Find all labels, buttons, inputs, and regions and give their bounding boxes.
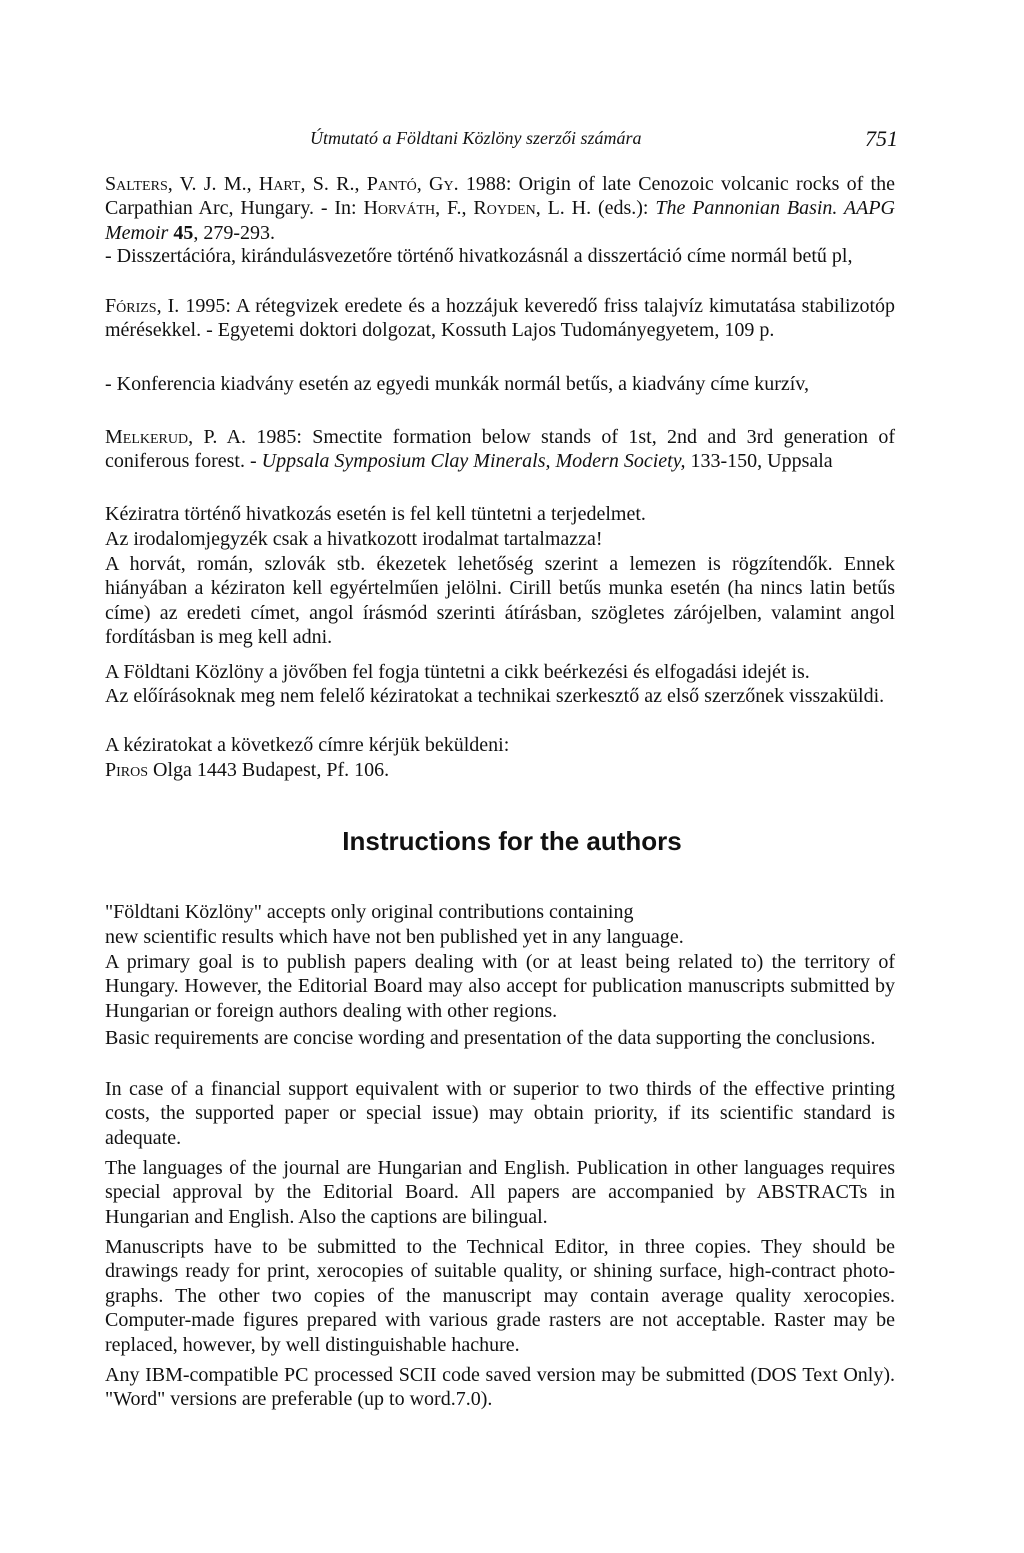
mailing-address [105, 758, 895, 782]
page-number: 751 [865, 126, 898, 151]
en-para-3: Basic requirements are concise wording and presentation of the data supporting the conclusions. [105, 1027, 876, 1049]
ref-authors: Salters, V. J. M., Hart, S. R., Pantó, Gy. [105, 173, 459, 195]
para-return: Az előírásoknak meg nem felelő kéziratokat a technikai szerkesztő az első szerzőnek visszaküldi. [105, 685, 885, 707]
ref-volume: 45 [173, 221, 194, 244]
reference-salters [105, 172, 895, 245]
ref-series: Uppsala Symposium Clay Minerals, Modern Society, [261, 450, 686, 473]
reference-forizs [105, 294, 895, 343]
en-para-7: Any IBM-compatible PC processed SCII code saved version may be submitted (DOS Text Only). "Word" versions are preferable (up to word.7.0). [105, 1364, 895, 1411]
address-rest: Olga 1443 Budapest, Pf. 106. [148, 759, 390, 781]
para-dates: A Földtani Közlöny a jövőben fel fogja tüntetni a cikk beérkezési és elfogadási idejét is. [105, 661, 810, 683]
section-title: Instructions for the authors [342, 826, 682, 856]
ref-pages: , 279-293. [193, 221, 275, 244]
en-para-1-line-2: new scientific results which have not ben published yet in any language. [105, 926, 684, 948]
para-bibliography: Az irodalomjegyzék csak a hivatkozott irodalmat tartalmazza! [105, 528, 603, 550]
ref-text: 1995: A rétegvizek eredete és a hozzájuk keveredő friss talajvíz kimutatása stabilizotóp mérésekkel. - Egyetemi doktori dolgozat, Kossuth Lajos Tudományegyetem, 109 p. [105, 295, 896, 342]
page-header [310, 128, 898, 154]
para-accents: A horvát, román, szlovák stb. ékezetek lehetőség szerint a lemezen is rögzítendők. Ennek hiányában a kéziraton kell egyértelműen jelölni. Cirill betűs munka esetén (ha nincs latin betűs címe) az eredeti címet, angol írásmód szerinti átírásban, szögletes zárójelben, valamint angol fordításban is meg kell adni. [105, 553, 895, 649]
address-name: Piros [105, 759, 149, 781]
ref-text: 1988: Origin of late Cenozoic volcanic rocks of the Carpathian Arc, Hungary. - In: [105, 173, 895, 220]
para-manuscript: Kéziratra történő hivatkozás esetén is fel kell tüntetni a terjedelmet. [105, 503, 646, 525]
ref-text: (eds.): [591, 197, 656, 220]
en-para-5: The languages of the journal are Hungarian and English. Publication in other languages requires special approval by the Editorial Board. All papers are accompanied by ABSTRACTs in Hungarian and English. Also the captions are bilingual. [105, 1157, 895, 1228]
para-send: A kéziratokat a következő címre kérjük beküldeni: [105, 734, 510, 756]
ref-text: 1985: Smectite formation below stands of 1st, 2nd and 3rd generation of coniferous forest. - [105, 426, 896, 473]
note-thesis: - Disszertációra, kirándulásvezetőre történő hivatkozásnál a disszertáció címe normál betű pl, [105, 245, 853, 267]
en-para-4: In case of a financial support equivalent with or superior to two thirds of the effective printing costs, the supported paper or special issue) may obtain priority, if its scientific standard is adequate. [105, 1078, 895, 1149]
ref-authors: Melkerud, P. A. [105, 426, 247, 448]
en-para-2: A primary goal is to publish papers dealing with (or at least being related to) the territory of Hungary. However, the Editorial Board may also accept for publication manuscripts submitted by Hungarian or foreign authors dealing with other regions. [105, 951, 895, 1022]
note-conference: - Konferencia kiadvány esetén az egyedi munkák normál betűs, a kiadvány címe kurzív, [105, 373, 809, 395]
ref-journal: The Pannonian Basin. AAPG Memoir [105, 197, 895, 244]
ref-text: 133-150, Uppsala [685, 450, 833, 473]
en-para-1-line-1: "Földtani Közlöny" accepts only original contributions containing [105, 901, 634, 923]
running-title: Útmutató a Földtani Közlöny szerzői számára [310, 128, 642, 148]
en-para-6: Manuscripts have to be submitted to the Technical Editor, in three copies. They should be drawings ready for print, xerocopies of suitable quality, or shining surface, high-contract photo- graphs. The other two copies of the manuscript may contain average quality xerocopies. Computer-made figures prepared with various grade rasters are not acceptable. Raster may be replaced, however, by well distinguishable hachure. [105, 1236, 895, 1356]
ref-authors: Fórizs, I. [105, 295, 180, 317]
reference-melkerud [105, 425, 895, 474]
ref-editors: Horváth, F., Royden, L. H. [363, 197, 592, 220]
